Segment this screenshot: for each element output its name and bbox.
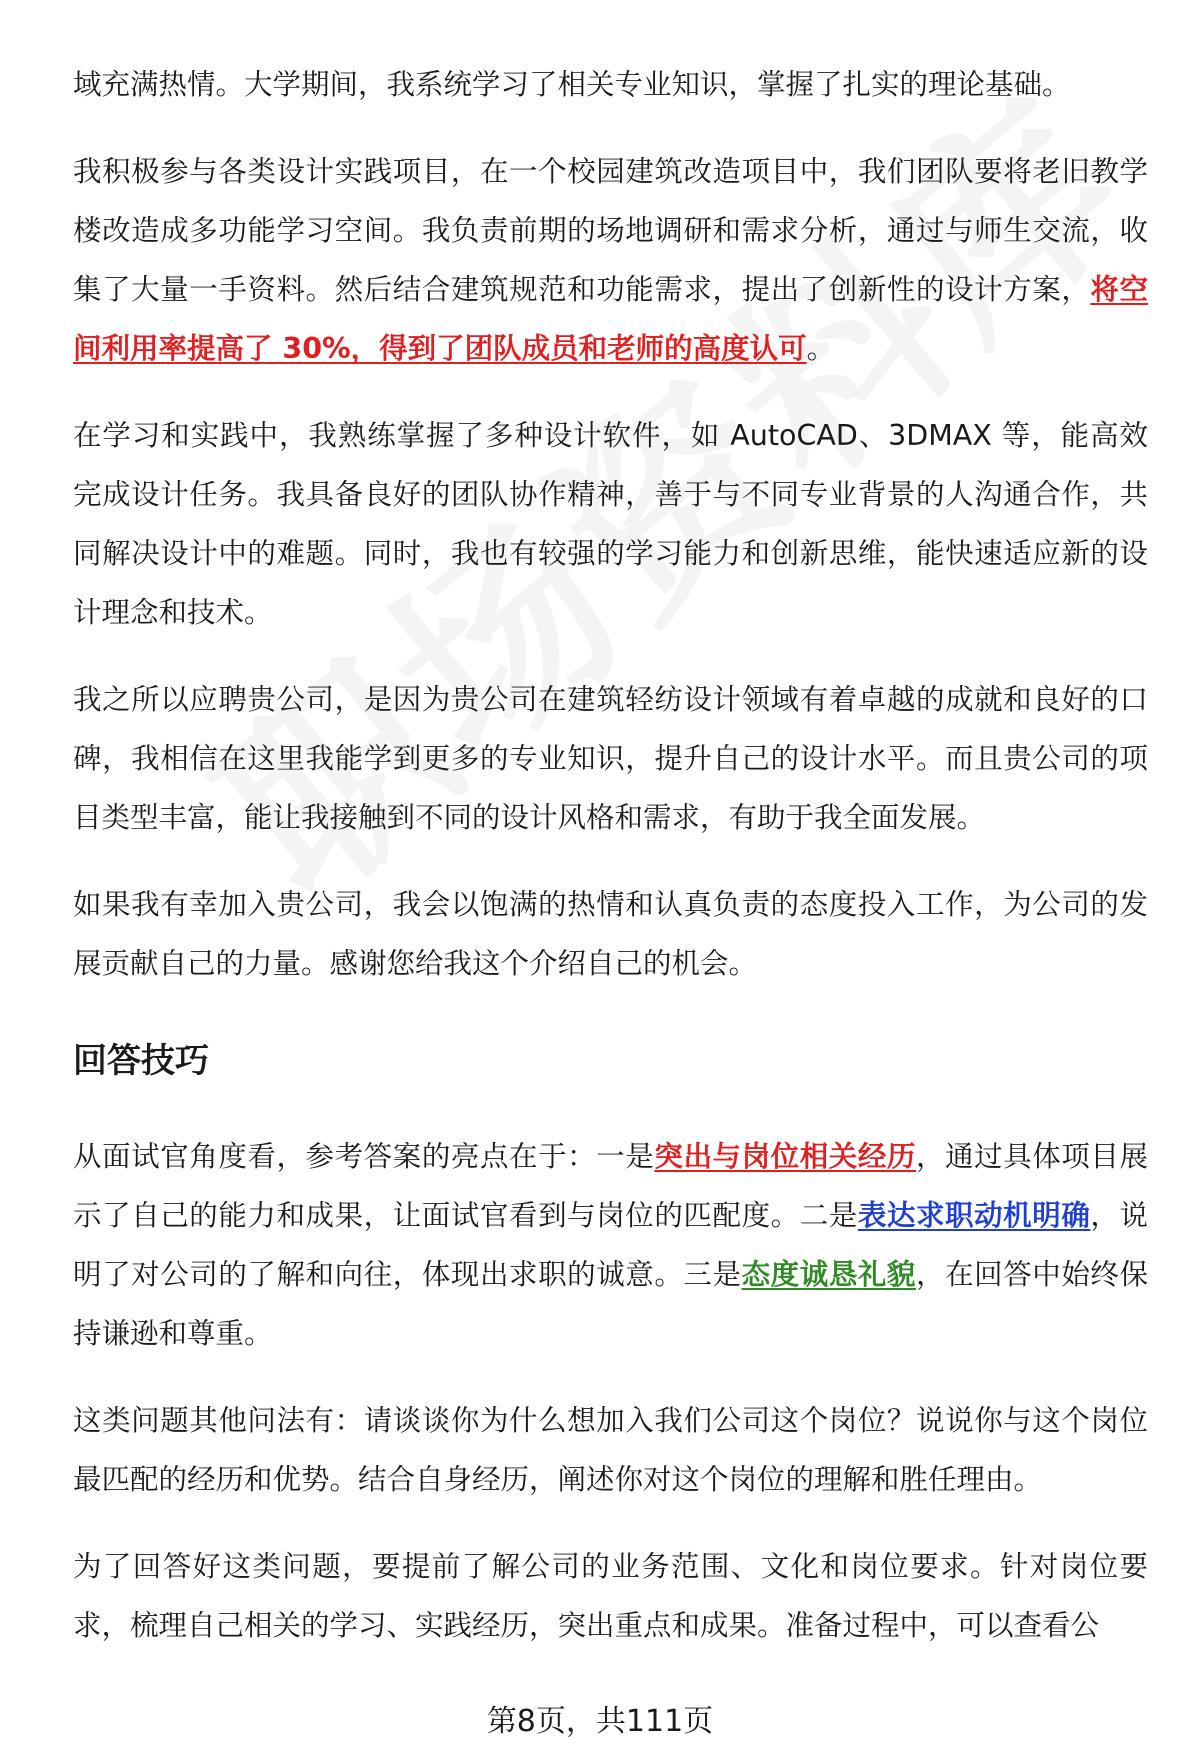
paragraph-text: 。	[806, 332, 836, 365]
paragraph-text: 我之所以应聘贵公司，是因为贵公司在建筑轻纺设计领域有着卓越的成就和良好的口碑，我相信在这里我能学到更多的专业知识，提升自己的设计水平。而且贵公司的项目类型丰富，能让我接触到不同的设计风格和需求，有助于我全面发展。	[73, 683, 1148, 834]
answer-section	[73, 55, 1148, 993]
paragraph-text: 如果我有幸加入贵公司，我会以饱满的热情和认真负责的态度投入工作，为公司的发展贡献自己的力量。感谢您给我这个介绍自己的机会。	[73, 888, 1148, 980]
paragraph-text: ，在回答中始终保持谦逊和尊重。	[73, 1258, 1148, 1350]
highlighted-phrase-blue: 表达求职动机明确	[857, 1199, 1091, 1232]
paragraph-text: 我积极参与各类设计实践项目，在一个校园建筑改造项目中，我们团队要将老旧教学楼改造成多功能学习空间。我负责前期的场地调研和需求分析，通过与师生交流，收集了大量一手资料。然后结合建筑规范和功能需求，提出了创新性的设计方案，	[73, 155, 1148, 306]
tips-section	[73, 1127, 1148, 1655]
paragraph	[73, 670, 1148, 847]
paragraph	[73, 142, 1148, 378]
document-body	[73, 55, 1148, 1683]
paragraph	[73, 875, 1148, 993]
paragraph	[73, 1391, 1148, 1509]
page-number-footer: 第8页，共111页	[486, 1704, 714, 1739]
paragraph-text: 这类问题其他问法有：请谈谈你为什么想加入我们公司这个岗位？说说你与这个岗位最匹配的经历和优势。结合自身经历，阐述你对这个岗位的理解和胜任理由。	[73, 1404, 1148, 1496]
paragraph	[73, 55, 1148, 114]
paragraph	[73, 1127, 1148, 1363]
paragraph-text: ，说明了对公司的了解和向往，体现出求职的诚意。三是	[73, 1199, 1148, 1291]
paragraph-text: 从面试官角度看，参考答案的亮点在于：一是	[73, 1140, 655, 1173]
highlighted-phrase-red: 突出与岗位相关经历	[654, 1140, 916, 1173]
paragraph-text: 在学习和实践中，我熟练掌握了多种设计软件，如 AutoCAD、3DMAX 等，能高效完成设计任务。我具备良好的团队协作精神，善于与不同专业背景的人沟通合作，共同解决设计中的难题。同时，我也有较强的学习能力和创新思维，能快速适应新的设计理念和技术。	[73, 419, 1148, 629]
paragraph	[73, 1537, 1148, 1655]
highlighted-phrase-green: 态度诚恳礼貌	[741, 1258, 916, 1291]
paragraph-text: ，通过具体项目展示了自己的能力和成果，让面试官看到与岗位的匹配度。二是	[73, 1140, 1148, 1232]
section-heading: 回答技巧	[73, 1041, 209, 1081]
highlighted-phrase-red: 将空间利用率提高了 30%，得到了团队成员和老师的高度认可	[73, 273, 1148, 365]
paragraph-text: 为了回答好这类问题，要提前了解公司的业务范围、文化和岗位要求。针对岗位要求，梳理自己相关的学习、实践经历，突出重点和成果。准备过程中，可以查看公	[73, 1550, 1148, 1642]
paragraph	[73, 406, 1148, 642]
paragraph-text: 域充满热情。大学期间，我系统学习了相关专业知识，掌握了扎实的理论基础。	[73, 68, 1071, 101]
